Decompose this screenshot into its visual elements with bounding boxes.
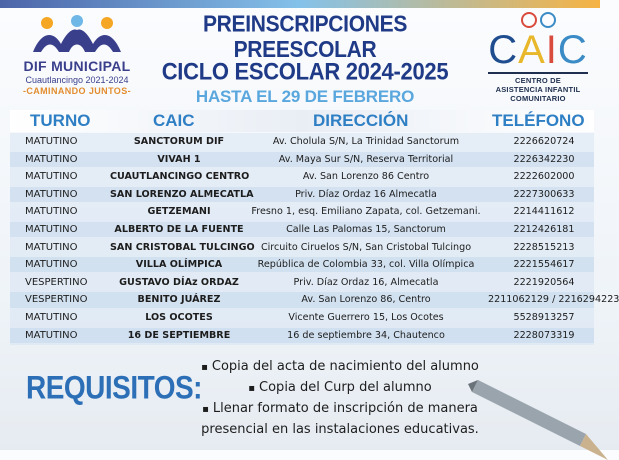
- cell-caic: VILLA OLÍMPICA: [135, 259, 223, 271]
- caic-sub-2: ASISTENCIA INFANTIL: [495, 85, 581, 94]
- table-row: [10, 204, 594, 219]
- col-header-caic: CAIC: [153, 111, 195, 130]
- deadline-text: HASTA EL 29 DE FEBRERO: [195, 87, 415, 106]
- col-header-direccion: DIRECCIÓN: [313, 111, 409, 130]
- cell-direccion: Calle Las Palomas 15, Sanctorum: [286, 224, 446, 235]
- table-row: [10, 310, 594, 325]
- cell-direccion: Priv. Díaz Ordaz 16 Almecatla: [295, 188, 437, 200]
- cell-telefono: 2221554617: [513, 259, 575, 271]
- cell-caic: ALBERTO DE LA FUENTE: [114, 224, 244, 235]
- cell-telefono: 2211062129 / 2216294223: [488, 294, 619, 306]
- table-row: [10, 152, 594, 167]
- cell-telefono: 2228073319: [513, 329, 575, 341]
- cell-direccion: Av. Maya Sur S/N, Reserva Territorial: [278, 153, 454, 165]
- table-row: [10, 187, 594, 202]
- table-row: [10, 292, 619, 307]
- table-row: [10, 328, 594, 343]
- cell-caic: SAN LORENZO ALMECATLA: [110, 188, 254, 200]
- cell-caic: SAN CRISTOBAL TULCINGO: [110, 241, 255, 253]
- top-accent-bar: [0, 0, 600, 8]
- cell-turno: MATUTINO: [25, 171, 78, 183]
- dif-subtitle: Cuautlancingo 2021-2024: [25, 75, 129, 85]
- caic-sub-3: COMUNITARIO: [510, 94, 566, 103]
- cell-turno: MATUTINO: [25, 188, 78, 200]
- dif-name: DIF MUNICIPAL: [23, 58, 131, 74]
- col-header-turno: TURNO: [30, 111, 91, 130]
- table-row: [10, 222, 594, 237]
- cell-telefono: 2226620724: [513, 136, 575, 147]
- requisitos-list: [190, 357, 490, 440]
- table-row: [10, 134, 594, 149]
- cell-caic: 16 DE SEPTIEMBRE: [127, 329, 231, 341]
- cell-direccion: Circuito Ciruelos S/N, San Cristobal Tulcingo: [260, 241, 472, 253]
- cell-caic: VIVAH 1: [157, 153, 201, 165]
- requisitos-title: REQUISITOS:: [26, 369, 203, 406]
- dif-logo: [12, 14, 142, 102]
- cell-direccion: Av. Cholula S/N, La Trinidad Sanctorum: [272, 136, 460, 147]
- title-line-2: CICLO ESCOLAR 2024-2025: [161, 57, 449, 86]
- cell-turno: MATUTINO: [25, 241, 78, 253]
- cell-telefono: 2227300633: [513, 188, 575, 200]
- title-line-1: PREINSCRIPCIONES PREESCOLAR: [202, 11, 408, 63]
- dif-motto: -CAMINANDO JUNTOS-: [22, 86, 132, 96]
- cell-caic: GUSTAVO DÍAz ORDAZ: [119, 276, 239, 288]
- dif-people-icon: [29, 14, 125, 56]
- cell-telefono: 5528913257: [513, 312, 575, 323]
- cell-direccion: 16 de septiembre 34, Chautenco: [287, 329, 445, 341]
- cell-caic: LOS OCOTES: [145, 312, 213, 323]
- table-row: [10, 169, 594, 184]
- cell-direccion: Vicente Guerrero 15, Los Ocotes: [288, 312, 444, 323]
- cell-telefono: 2214411612: [513, 206, 575, 218]
- col-header-telefono: TELÉFONO: [492, 111, 585, 130]
- caic-sub-1: CENTRO DE: [515, 76, 561, 85]
- cell-caic: GETZEMANI: [147, 206, 211, 218]
- cell-turno: MATUTINO: [25, 312, 78, 323]
- cell-telefono: 2226342230: [513, 153, 575, 165]
- caic-divider: [488, 72, 588, 74]
- caic-wordmark: CAIC: [488, 28, 588, 72]
- requisito-item: ▪ Copia del acta de nacimiento del alumno: [201, 359, 479, 374]
- cell-direccion: República de Colombia 33, col. Villa Olímpica: [257, 259, 475, 271]
- cell-caic: BENITO JUÁREZ: [137, 294, 221, 306]
- cell-turno: MATUTINO: [25, 329, 78, 341]
- table-row: [10, 240, 594, 255]
- title-block: [150, 11, 460, 107]
- cell-turno: VESPERTINO: [25, 276, 88, 288]
- cell-turno: MATUTINO: [25, 259, 78, 271]
- cell-turno: MATUTINO: [25, 136, 78, 147]
- cell-turno: MATUTINO: [25, 206, 78, 218]
- pencil-icon: [468, 350, 608, 460]
- cell-turno: MATUTINO: [25, 153, 78, 165]
- cell-telefono: 2228515213: [513, 241, 575, 253]
- cell-turno: VESPERTINO: [25, 294, 88, 306]
- cell-telefono: 2221920564: [513, 276, 575, 288]
- cell-direccion: Fresno 1, esq. Emiliano Zapata, col. Getzemani.: [251, 206, 481, 218]
- caic-logo: [482, 12, 594, 107]
- requisito-item: presencial en las instalaciones educativas.: [201, 422, 479, 437]
- requisito-item: ▪ Copia del Curp del alumno: [248, 380, 432, 395]
- cell-direccion: Av. San Lorenzo 86, Centro: [301, 294, 431, 306]
- cell-caic: SANCTORUM DIF: [133, 136, 225, 147]
- cell-turno: MATUTINO: [25, 224, 78, 235]
- requisito-item: ▪ Llenar formato de inscripción de manera: [202, 401, 478, 416]
- table-row: [10, 257, 594, 272]
- cell-telefono: 2222602000: [513, 171, 575, 183]
- cell-direccion: Priv. Díaz Ordaz 16, Almecatla: [293, 276, 439, 288]
- cell-direccion: Av. San Lorenzo 86 Centro: [302, 171, 430, 183]
- cell-caic: CUAUTLANCINGO CENTRO: [110, 171, 250, 183]
- table-row: [10, 275, 594, 290]
- cell-telefono: 2212426181: [513, 224, 575, 235]
